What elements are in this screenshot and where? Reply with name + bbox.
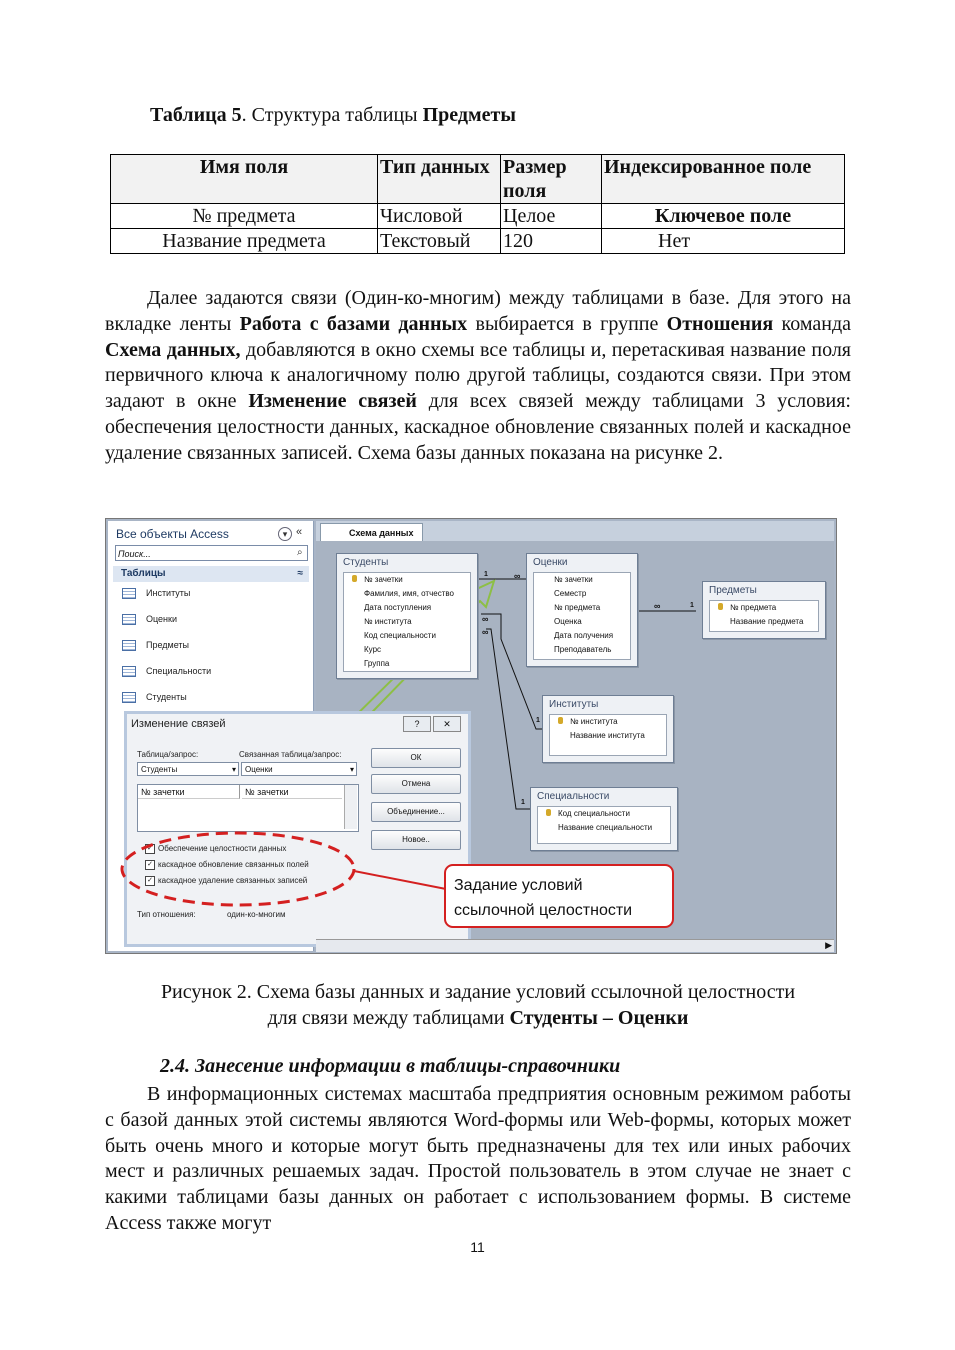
field-item[interactable]: Название института [570, 731, 645, 740]
nav-item-label: Специальности [146, 666, 212, 676]
table-cell: Нет [602, 229, 845, 254]
search-icon[interactable]: ⌕ [297, 547, 303, 558]
checkbox-label: каскадное обновление связанных полей [158, 860, 309, 870]
dashed-highlight-ellipse [122, 833, 354, 905]
table-window-title: Специальности [537, 791, 610, 802]
field-item[interactable]: Название специальности [558, 823, 653, 832]
table-header-row [111, 155, 845, 204]
chevron-down-icon[interactable]: ▾ [278, 527, 292, 541]
callout-box: Задание условий ссылочной целостности [444, 864, 674, 928]
search-input[interactable]: Поиск... [115, 545, 308, 561]
subjects-structure-table [110, 154, 845, 254]
nav-item-label: Предметы [146, 640, 190, 650]
relationship-type-label: Тип отношения: [137, 910, 196, 919]
field-item[interactable]: Дата поступления [364, 603, 432, 612]
access-screenshot [105, 518, 837, 954]
field-item[interactable]: № зачетки [554, 575, 593, 584]
table-query-label: Таблица/запрос: [137, 750, 199, 759]
rel-one-label: 1 [521, 799, 525, 806]
para-bold: Работа с базами данных [239, 312, 468, 335]
table-cell: № предмета [111, 204, 378, 229]
field-item[interactable]: Группа [364, 659, 390, 668]
section-heading: 2.4. Занесение информации в таблицы-справочники [160, 1055, 621, 1077]
ok-button[interactable]: ОК [371, 748, 461, 768]
page-number: 11 [470, 1239, 485, 1255]
para-bold: Изменение связей [248, 390, 417, 413]
figure-caption [105, 980, 851, 1032]
table-cell: Ключевое поле [602, 204, 845, 229]
table-row [111, 204, 845, 229]
rel-one-label: 1 [536, 717, 540, 724]
field-item[interactable]: Семестр [554, 589, 587, 598]
caption-line: Рисунок 2. Схема базы данных и задание условий ссылочной целостности [160, 981, 796, 1003]
rel-many-label: ∞ [482, 614, 489, 624]
field-item[interactable]: Оценка [554, 617, 582, 626]
caption-line [105, 1006, 851, 1032]
table-row [111, 229, 845, 254]
callout-pointer [354, 871, 446, 889]
nav-item-label: Институты [146, 588, 191, 598]
para-text: команда [773, 312, 851, 335]
collapse-icon[interactable]: « [296, 526, 303, 538]
rel-one-label: 1 [690, 602, 694, 609]
table-window-title: Институты [549, 699, 599, 710]
table-cell: Название предмета [111, 229, 378, 254]
paragraph-relations [105, 286, 851, 467]
paragraph-forms [105, 1082, 851, 1237]
table-caption [150, 104, 516, 127]
nav-item-label: Оценки [146, 614, 177, 624]
field-item[interactable]: Преподаватель [554, 645, 612, 654]
field-item[interactable]: № предмета [554, 603, 601, 612]
para-bold: Схема данных, [105, 338, 241, 361]
table-cell: Числовой [378, 204, 501, 229]
nav-pane-title[interactable]: Все объекты Access [116, 527, 229, 541]
rel-many-label: ∞ [654, 601, 661, 611]
field-item[interactable]: Курс [364, 645, 382, 654]
cancel-button[interactable]: Отмена [371, 774, 461, 794]
collapse-up-icon[interactable]: ≈ [297, 568, 303, 579]
field-label: № предмета [730, 603, 777, 612]
field-item[interactable]: Фамилия, имя, отчество [364, 589, 454, 598]
header-indexed: Индексированное поле [602, 155, 845, 204]
field-item[interactable]: Код специальности [364, 631, 436, 640]
field-item[interactable]: Название предмета [730, 617, 804, 626]
rel-one-label: 1 [484, 571, 488, 578]
chevron-down-icon: ▾ [349, 765, 354, 774]
para-bold: Отношения [666, 312, 774, 335]
table-caption-number: Таблица 5 [150, 104, 242, 126]
rel-many-label: ∞ [482, 627, 489, 637]
field-label: № института [570, 717, 618, 726]
checkmark-icon: ✓ [145, 876, 155, 886]
select-value: Оценки [245, 765, 273, 774]
table-window-title: Оценки [533, 557, 568, 568]
dialog-title: Изменение связей [131, 718, 226, 730]
left-field-cell[interactable]: № зачетки [138, 785, 240, 799]
para-text: Далее задаются связи (Один-ко-многим) между таблицами в базе. Для этого на вкладке ленты [105, 287, 851, 335]
checkbox-label: каскадное удаление связанных записей [158, 876, 308, 886]
right-field-cell[interactable]: № зачетки [242, 785, 342, 799]
para-text: В информационных системах масштаба предприятия основным режимом работы с базой данных этой системы являются Word-формы или Web-формы, которых может быть очень много и которые могут быть предназначены для тех или иных рабочих мест и различных решаемых задач. Простой пользователь в этом случае не знает с какими таблицами базы данных он работает с использованием формы. В системе Access также могут [105, 1083, 851, 1234]
help-button[interactable]: ? [403, 716, 431, 732]
join-type-button[interactable]: Объединение... [371, 802, 461, 822]
header-data-type: Тип данных [378, 155, 501, 204]
scroll-right-icon[interactable]: ▶ [825, 940, 832, 950]
table-cell: 120 [501, 229, 602, 254]
rel-many-label: ∞ [514, 571, 521, 581]
checkbox-label: Обеспечение целостности данных [158, 844, 287, 854]
table-cell: Целое [501, 204, 602, 229]
create-new-button[interactable]: Новое.. [371, 830, 461, 850]
caption-bold: Студенты – Оценки [509, 1006, 689, 1029]
table-caption-name: Предметы [422, 104, 516, 126]
checkmark-icon: ✓ [145, 860, 155, 870]
table-window-title: Студенты [343, 557, 389, 568]
tab-label: Схема данных [349, 528, 414, 538]
table-window-title: Предметы [709, 585, 757, 596]
relationship-type-value: один-ко-многим [227, 910, 286, 919]
close-button[interactable]: ✕ [433, 716, 461, 732]
table-caption-text: . Структура таблицы [241, 104, 423, 126]
field-item[interactable]: Дата получения [554, 631, 614, 640]
category-label: Таблицы [121, 568, 166, 579]
header-field-name: Имя поля [111, 155, 378, 204]
para-text: для всех связей между таблицами 3 условия: обеспечения целостности данных, каскадное обновление связанных полей и каскадное удаление связанных записей. Схема базы данных показана на рисунке 2. [105, 390, 851, 464]
field-label: № зачетки [364, 575, 403, 584]
related-table-label: Связанная таблица/запрос: [239, 750, 342, 759]
header-field-size: Размер поля [501, 155, 602, 204]
table-cell: Текстовый [378, 229, 501, 254]
select-value: Студенты [141, 765, 178, 774]
horizontal-scrollbar[interactable] [316, 939, 834, 952]
caption-text: для связи между таблицами [267, 1006, 510, 1029]
checkmark-icon: ✓ [145, 844, 155, 854]
para-text: добавляются в окно схемы все таблицы и, перетаскивая название поля первичного ключа к аналогичному полю другой таблицы, создаются связи. При этом задают в окне [105, 338, 851, 413]
field-item[interactable]: № института [364, 617, 412, 626]
para-text: выбирается в группе [467, 312, 667, 335]
nav-item-label: Студенты [146, 692, 187, 702]
chevron-down-icon: ▾ [231, 765, 236, 774]
field-label: Код специальности [558, 809, 630, 818]
